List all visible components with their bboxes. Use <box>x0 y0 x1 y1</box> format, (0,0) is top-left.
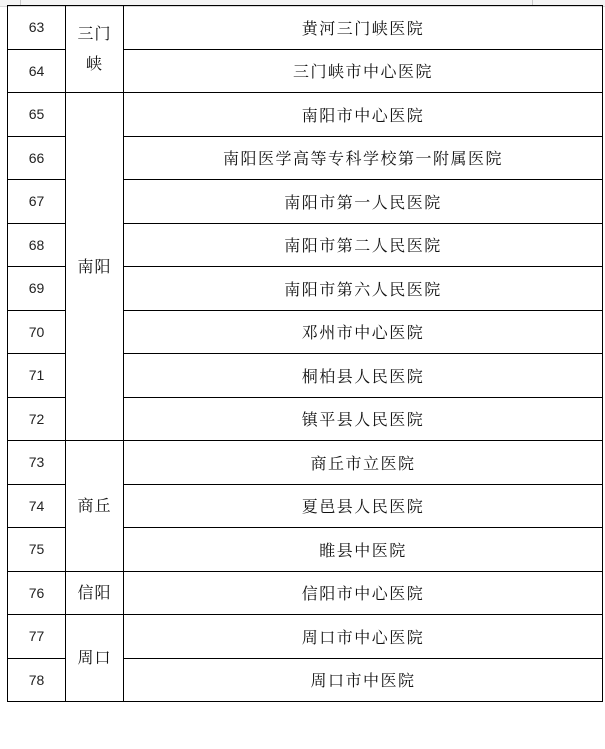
city-cell-sanmenxia <box>66 6 124 93</box>
city-label: 商丘 <box>77 495 112 515</box>
row-number: 74 <box>8 484 66 528</box>
row-number: 70 <box>8 310 66 354</box>
city-cell-nanyang <box>66 93 124 441</box>
hospital-name: 南阳市第六人民医院 <box>124 267 603 311</box>
row-number: 64 <box>8 49 66 93</box>
city-cell-xinyang <box>66 571 124 615</box>
hospital-name: 南阳医学高等专科学校第一附属医院 <box>124 136 603 180</box>
row-number: 73 <box>8 441 66 485</box>
table-row <box>8 441 603 485</box>
row-number: 75 <box>8 528 66 572</box>
table-row <box>8 6 603 50</box>
hospital-name: 镇平县人民医院 <box>124 397 603 441</box>
city-label: 周口 <box>77 648 112 667</box>
row-number: 68 <box>8 223 66 267</box>
row-number: 65 <box>8 93 66 137</box>
hospital-table <box>7 5 603 702</box>
city-cell-zhoukou <box>66 615 124 702</box>
hospital-name: 信阳市中心医院 <box>124 571 603 615</box>
row-number: 66 <box>8 136 66 180</box>
city-label: 信阳 <box>77 582 112 602</box>
hospital-name: 夏邑县人民医院 <box>124 484 603 528</box>
city-label: 南阳 <box>77 256 112 276</box>
hospital-name: 南阳市第二人民医院 <box>124 223 603 267</box>
hospital-name: 周口市中医院 <box>124 658 603 702</box>
row-number: 76 <box>8 571 66 615</box>
city-cell-shangqiu <box>66 441 124 572</box>
hospital-name: 三门峡市中心医院 <box>124 49 603 93</box>
row-number: 72 <box>8 397 66 441</box>
hospital-name: 黄河三门峡医院 <box>124 6 603 50</box>
row-number: 67 <box>8 180 66 224</box>
table-row <box>8 93 603 137</box>
row-number: 71 <box>8 354 66 398</box>
hospital-name: 周口市中心医院 <box>124 615 603 659</box>
hospital-name: 邓州市中心医院 <box>124 310 603 354</box>
city-label: 三门峡 <box>77 24 112 73</box>
row-number: 78 <box>8 658 66 702</box>
hospital-name: 南阳市第一人民医院 <box>124 180 603 224</box>
row-number: 77 <box>8 615 66 659</box>
row-number: 69 <box>8 267 66 311</box>
table-row <box>8 615 603 659</box>
hospital-name: 南阳市中心医院 <box>124 93 603 137</box>
table-row <box>8 571 603 615</box>
hospital-name: 睢县中医院 <box>124 528 603 572</box>
hospital-name: 桐柏县人民医院 <box>124 354 603 398</box>
row-number: 63 <box>8 6 66 50</box>
hospital-name: 商丘市立医院 <box>124 441 603 485</box>
